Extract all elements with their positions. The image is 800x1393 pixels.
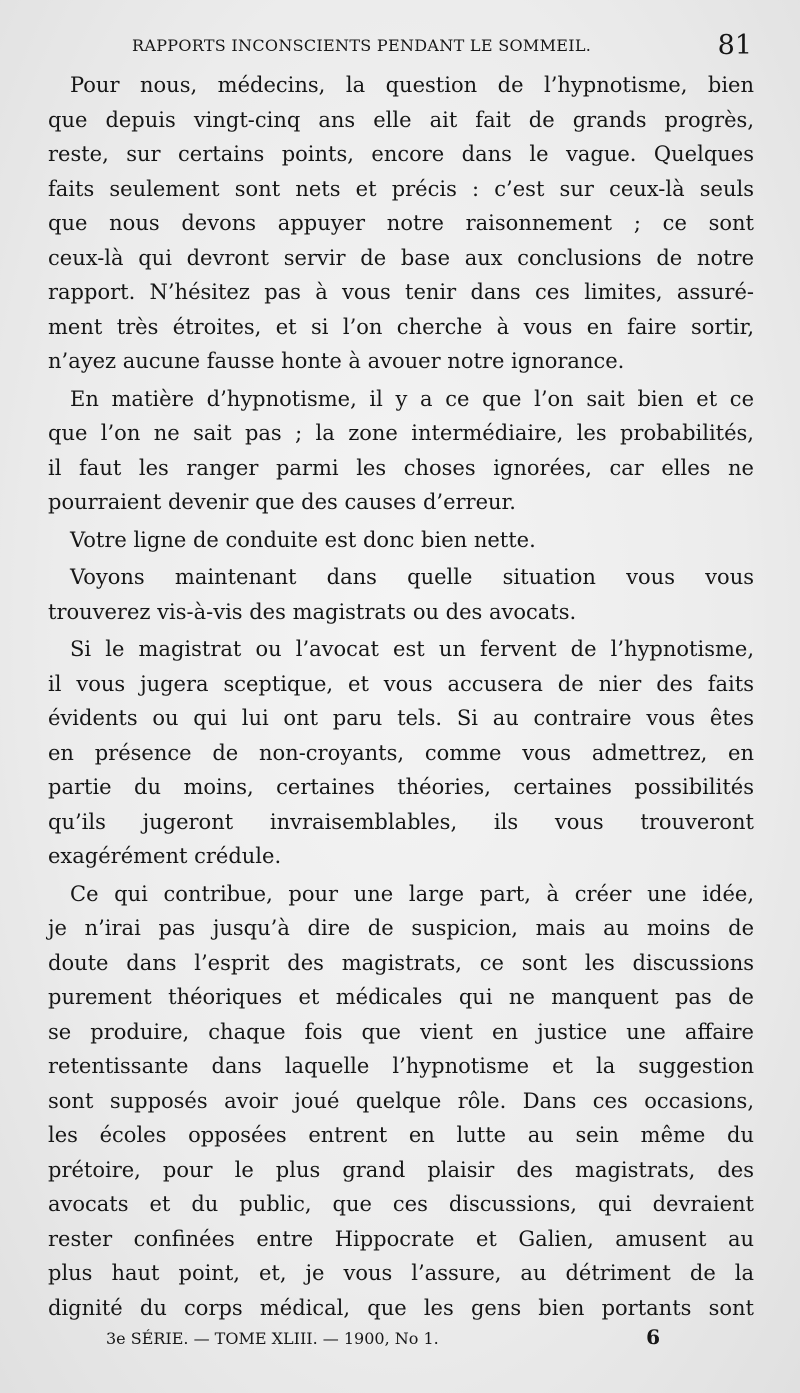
text-line: purement théoriques et médicales qui ne manquent pas de: [48, 985, 754, 1009]
signature-number: 6: [646, 1325, 660, 1349]
running-title: RAPPORTS INCONSCIENTS PENDANT LE SOMMEIL.: [132, 36, 592, 55]
text-line: doute dans l’esprit des magistrats, ce sont les discussions: [48, 950, 754, 975]
text-line: En matière d’hypnotisme, il y a ce que l’on sait bien et ce: [70, 386, 754, 411]
text-line: avocats et du public, que ces discussions, qui devraient: [48, 1192, 754, 1216]
text-line: ceux-là qui devront servir de base aux conclusions de notre: [48, 245, 754, 270]
text-line: Si le magistrat ou l’avocat est un fervent de l’hypnotisme,: [70, 637, 754, 661]
text-line: que l’on ne sait pas ; la zone intermédiaire, les probabilités,: [48, 421, 754, 445]
text-line: ment très étroites, et si l’on cherche à vous en faire sortir,: [48, 314, 754, 339]
text-line: Ce qui contribue, pour une large part, à créer une idée,: [70, 881, 754, 906]
text-line: prétoire, pour le plus grand plaisir des magistrats, des: [48, 1157, 754, 1182]
paragraph: [48, 632, 754, 874]
text-line: en présence de non-croyants, comme vous admettrez, en: [48, 740, 754, 765]
text-line: se produire, chaque fois que vient en justice une affaire: [48, 1019, 754, 1044]
paragraph: [48, 523, 754, 558]
text-line: exagérément crédule.: [48, 844, 282, 868]
text-line: il vous jugera sceptique, et vous accusera de nier des faits: [48, 671, 754, 696]
text-line: pourraient devenir que des causes d’erreur.: [48, 490, 516, 514]
text-line: il faut les ranger parmi les choses ignorées, car elles ne: [48, 455, 754, 480]
text-line: retentissante dans laquelle l’hypnotisme et la suggestion: [48, 1054, 754, 1078]
paragraph: [48, 382, 754, 520]
text-line: qu’ils jugeront invraisemblables, ils vous trouveront: [48, 809, 754, 834]
text-line: que nous devons appuyer notre raisonnement ; ce sont: [48, 211, 754, 235]
paragraph: [48, 560, 754, 629]
text-line: faits seulement sont nets et précis : c’est sur ceux-là seuls: [48, 176, 754, 201]
text-line: Voyons maintenant dans quelle situation vous vous: [70, 565, 754, 589]
text-line: évidents ou qui lui ont paru tels. Si au contraire vous êtes: [48, 706, 754, 730]
page-footer: [106, 1325, 660, 1355]
text-line: rapport. N’hésitez pas à vous tenir dans ces limites, assuré-: [48, 280, 754, 304]
signature-line: 3e SÉRIE. — TOME XLIII. — 1900, No 1.: [106, 1329, 439, 1348]
text-line: que depuis vingt-cinq ans elle ait fait de grands progrès,: [48, 107, 754, 132]
text-line: Pour nous, médecins, la question de l’hypnotisme, bien: [70, 73, 754, 97]
text-line: reste, sur certains points, encore dans le vague. Quelques: [48, 142, 754, 166]
paragraph: [48, 877, 754, 1326]
text-line: trouverez vis-à-vis des magistrats ou des avocats.: [48, 599, 577, 624]
text-line: rester confinées entre Hippocrate et Galien, amusent au: [48, 1226, 754, 1251]
paragraph: [48, 68, 754, 379]
text-line: partie du moins, certaines théories, certaines possibilités: [48, 775, 754, 799]
text-line: je n’irai pas jusqu’à dire de suspicion, mais au moins de: [48, 916, 754, 940]
running-head: [132, 30, 752, 60]
text-line: dignité du corps médical, que les gens bien portants sont: [48, 1295, 754, 1320]
page-number: 81: [717, 30, 752, 61]
text-line: n’ayez aucune fausse honte à avouer notre ignorance.: [48, 349, 625, 373]
text-line: plus haut point, et, je vous l’assure, au détriment de la: [48, 1261, 754, 1285]
body-text: [48, 68, 754, 1328]
text-line: sont supposés avoir joué quelque rôle. Dans ces occasions,: [48, 1088, 754, 1113]
text-line: les écoles opposées entrent en lutte au sein même du: [48, 1123, 754, 1147]
text-line: Votre ligne de conduite est donc bien nette.: [70, 527, 536, 552]
